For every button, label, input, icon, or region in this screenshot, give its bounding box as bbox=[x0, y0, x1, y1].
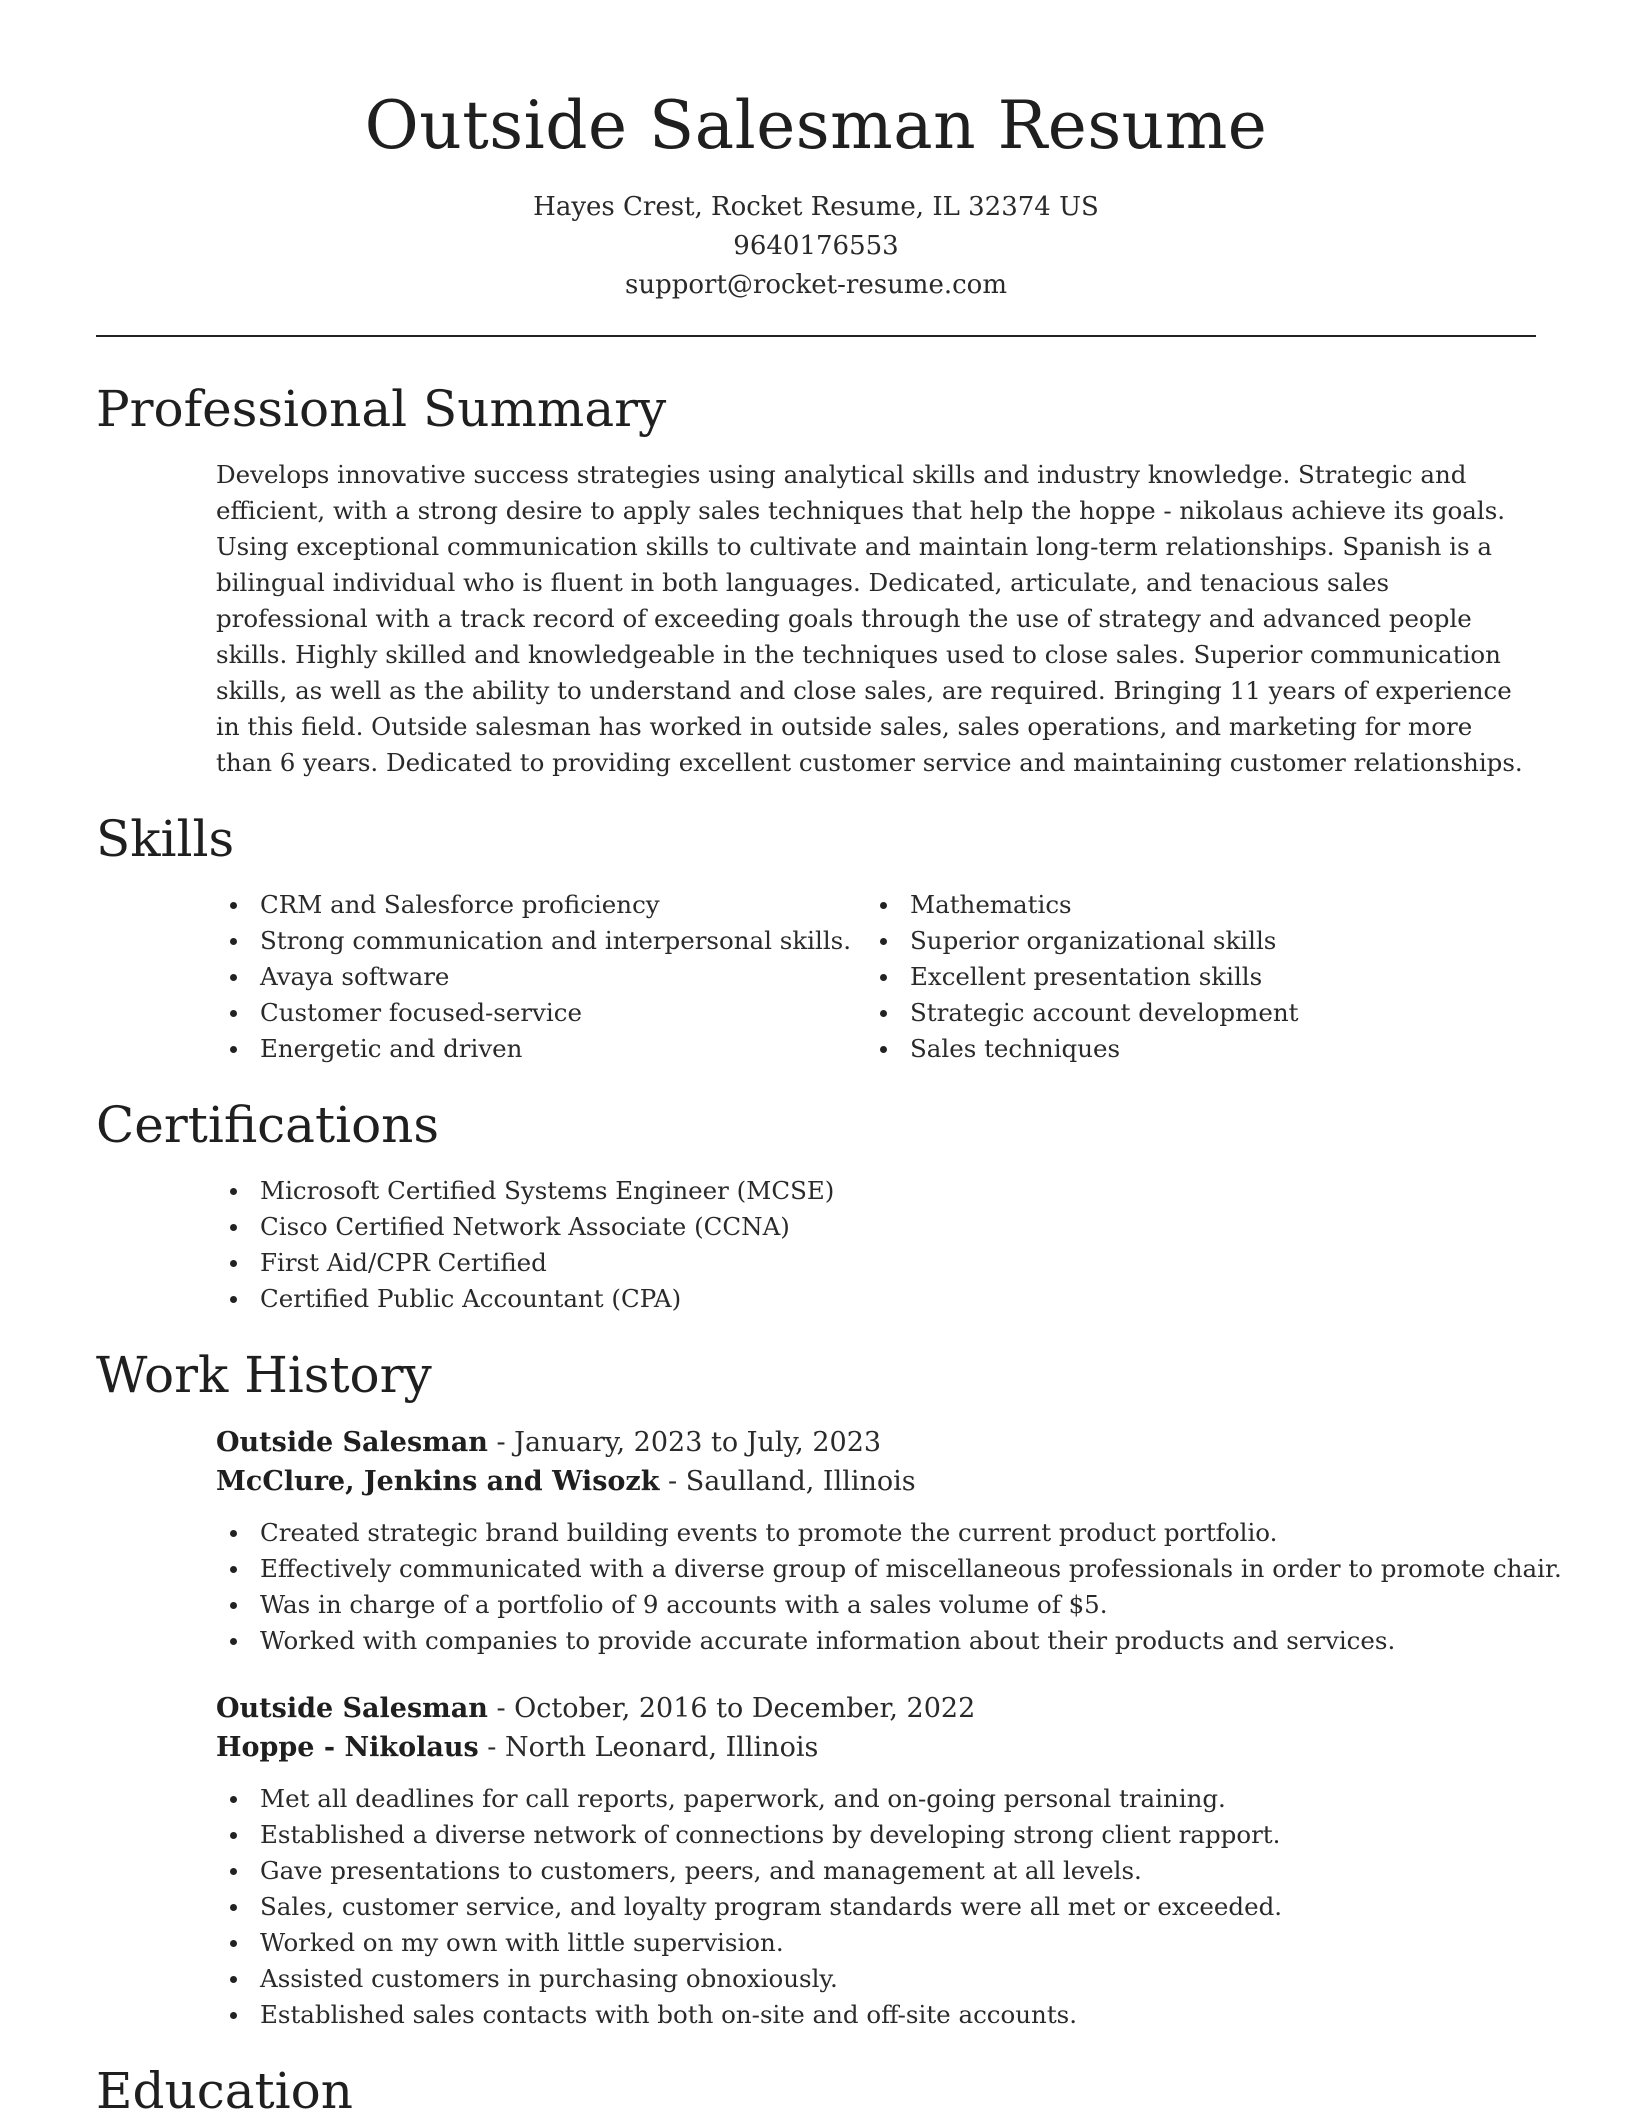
section-heading-summary: Professional Summary bbox=[96, 380, 667, 438]
job-duty-item: Created strategic brand building events to promote the current product portfolio. bbox=[216, 1515, 1536, 1551]
job-company: Hoppe - Nikolaus bbox=[216, 1732, 479, 1763]
job-duty-item: Gave presentations to customers, peers, and management at all levels. bbox=[216, 1853, 1536, 1889]
contact-email: support@rocket-resume.com bbox=[624, 270, 1007, 300]
job-duties-list bbox=[216, 1781, 1536, 2033]
section-heading-skills: Skills bbox=[96, 810, 235, 868]
education-section bbox=[96, 2059, 1536, 2112]
skill-item: Sales techniques bbox=[866, 1031, 1516, 1067]
contact-block bbox=[96, 188, 1536, 305]
job-duty-item: Sales, customer service, and loyalty program standards were all met or exceeded. bbox=[216, 1889, 1536, 1925]
skill-item: Strategic account development bbox=[866, 995, 1516, 1031]
certification-item: First Aid/CPR Certified bbox=[216, 1245, 1536, 1281]
job-duty-item: Established a diverse network of connections by developing strong client rapport. bbox=[216, 1817, 1536, 1853]
skill-item: Avaya software bbox=[216, 959, 866, 995]
certification-item: Cisco Certified Network Associate (CCNA) bbox=[216, 1209, 1536, 1245]
job-duty-item: Assisted customers in purchasing obnoxiously. bbox=[216, 1961, 1536, 1997]
job-title: Outside Salesman bbox=[216, 1693, 488, 1724]
job-location: - North Leonard, Illinois bbox=[478, 1732, 819, 1763]
certifications-section bbox=[96, 1093, 1536, 1317]
job-company-line bbox=[216, 1728, 1536, 1767]
job-dates: - October, 2016 to December, 2022 bbox=[487, 1693, 976, 1724]
section-heading-work-history: Work History bbox=[96, 1346, 432, 1404]
skill-item: Excellent presentation skills bbox=[866, 959, 1516, 995]
job-location: - Saulland, Illinois bbox=[659, 1466, 916, 1497]
skill-item: Mathematics bbox=[866, 887, 1516, 923]
skill-item: CRM and Salesforce proficiency bbox=[216, 887, 866, 923]
contact-address: Hayes Crest, Rocket Resume, IL 32374 US bbox=[533, 192, 1099, 222]
skill-item: Energetic and driven bbox=[216, 1031, 866, 1067]
job-company-line bbox=[216, 1462, 1536, 1501]
job-duty-item: Effectively communicated with a diverse group of miscellaneous professionals in order to promote chair. bbox=[216, 1551, 1536, 1587]
section-heading-certifications: Certifications bbox=[96, 1096, 440, 1154]
skill-item: Customer focused-service bbox=[216, 995, 866, 1031]
header-divider bbox=[96, 335, 1536, 337]
section-heading-education: Education bbox=[96, 2062, 353, 2112]
job-title: Outside Salesman bbox=[216, 1427, 488, 1458]
job-duty-item: Established sales contacts with both on-site and off-site accounts. bbox=[216, 1997, 1536, 2033]
skills-list-left bbox=[216, 887, 866, 1067]
skills-list-right bbox=[866, 887, 1516, 1067]
certification-item: Microsoft Certified Systems Engineer (MCSE) bbox=[216, 1173, 1536, 1209]
job-entry bbox=[216, 1689, 1536, 2033]
summary-text: Develops innovative success strategies using analytical skills and industry knowledge. Strategic and efficient, with a strong desire to apply sales techniques that help the hoppe - nikolaus achieve its goals. Using exceptional communication skills to cultivate and maintain long-term relationships. Spanish is a bilingual individual who is fluent in both languages. Dedicated, articulate, and tenacious sales professional with a track record of exceeding goals through the use of strategy and advanced people skills. Highly skilled and knowledgeable in the techniques used to close sales. Superior communication skills, as well as the ability to understand and close sales, are required. Bringing 11 years of experience in this field. Outside salesman has worked in outside sales, sales operations, and marketing for more than 6 years. Dedicated to providing excellent customer service and maintaining customer relationships. bbox=[216, 460, 1523, 777]
professional-summary-section bbox=[96, 377, 1536, 781]
job-title-line bbox=[216, 1423, 1536, 1462]
job-duty-item: Met all deadlines for call reports, paperwork, and on-going personal training. bbox=[216, 1781, 1536, 1817]
job-dates: - January, 2023 to July, 2023 bbox=[487, 1427, 882, 1458]
resume-header bbox=[96, 0, 1536, 305]
certification-item: Certified Public Accountant (CPA) bbox=[216, 1281, 1536, 1317]
job-duty-item: Worked on my own with little supervision. bbox=[216, 1925, 1536, 1961]
job-duty-item: Was in charge of a portfolio of 9 accounts with a sales volume of $5. bbox=[216, 1587, 1536, 1623]
work-history-section bbox=[96, 1343, 1562, 2033]
skills-columns bbox=[216, 887, 1536, 1067]
job-title-line bbox=[216, 1689, 1536, 1728]
skills-section bbox=[96, 807, 1536, 1067]
job-duty-item: Worked with companies to provide accurate information about their products and services. bbox=[216, 1623, 1536, 1659]
job-entry bbox=[216, 1423, 1562, 1659]
job-duties-list bbox=[216, 1515, 1562, 1659]
certifications-list bbox=[216, 1173, 1536, 1317]
skill-item: Superior organizational skills bbox=[866, 923, 1516, 959]
skill-item: Strong communication and interpersonal skills. bbox=[216, 923, 866, 959]
contact-phone: 9640176553 bbox=[733, 231, 899, 261]
resume-title: Outside Salesman Resume bbox=[364, 87, 1268, 164]
job-company: McClure, Jenkins and Wisozk bbox=[216, 1466, 660, 1497]
